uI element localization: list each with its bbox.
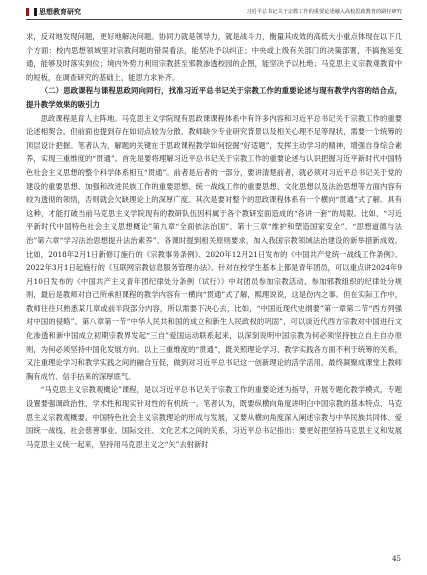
journal-logo [26,8,81,16]
section-heading: （二）思政课程与课程思政同向同行，找准习近平总书记关于宗教工作的重要论述与现有教学内容的结合点，提升教学效果的吸引力 [26,86,402,109]
paragraph-continued: 求，反对地发现问题，更好地解决问题。协同力就是领导力，就是战斗力，衡量其成效的高低大小重点体现在以下几个方面：校内思想领域里对宗教问题的错误看法，能坚决予以纠正；中央或上级有关部门的决策部署，不搞拖延变通，能够及时落实到位；境内外势力利用宗教甚至邪教渗透校园的企图，能坚决予以杜绝；马克思主义宗教观教育中的短板，在调查研究的基础上，能思力求补齐。 [26,32,402,82]
running-header [26,8,402,16]
journal-logo-icon [26,8,37,16]
paragraph-body: 思政课程是育人主阵地。马克思主义学院现有思政课课程体系中有许多内容和习近平总书记关于宗教工作的重要论述相契合，但前面也提到存在如切点较为分散、教师缺少专业研究背景以及相关心理不足等现状，需要一个统筹的顶层设计把握。笔者认为，解题的关键在于思政课程教学如何挖掘“好适题”，发挥主动学习的精神，增强自身综合素养，实现三重维度的“贯通”。首先是要将理解习近平总书记关于宗教工作的重要论述与认识把握习近平新时代中国特色社会主义思想的整个科学体系相互“贯通”。前者是后者的一部分，要讲清楚前者，就必须对习近平总书记关于党的建设的重要思想、加强和改进民族工作的重要思想、统一战线工作的重要思想、文化思想以及法治思想等方面内容有较为透彻的领悟，否则就会欠缺理论上的深厚广度。其次是要对整个的思政课程体系有一个横向“贯通”式了解。具有这种，才能打破当前马克思主义学院现有的教研队伍因科属于各个教研室面造成的“各讲一套”的局限。比如，“习近平新时代中国特色社会主义思想概论”第九章“全面依法治国”、第十三章“维护和塑造国家安全”、“思想道德与法治”第六章“学习法治思想提升法治素养”、各课时提到相关原则要求，加入我国宗教领域法治建设的新举措新成效。比如，2018年2月1日新修订施行的《宗教事务条例》、2020年12月21日发布的《中国共产党统一战线工作条例》、2022年3月1日起施行的《互联网宗教信息服务管理办法》。针对在校学生基本上都是青年团员，可以重点讲2024年9月10日发布的《中国共产主义青年团纪律处分条例（试行）》中对团员参加宗教活动、参加邪教组织的纪律处分规则，最后是教师对自己所承担课程的教学内容有一横向“贯通”式了解，熙理说说，这是份内之事。但在实际工作中，教师往往只熟悉某几章或前半段部分内容，所以需要下决心去，比如，“中国近现代史纲要”第一章第二节“西方列强对中国的侵略”、第八章第一节“中华人民共和国的成立和新生人民政权的巩固”，可以谈近代西方宗教对中国进行文化渗透和新中国成立初期宗教界发起“三自”爱国运动联系起来，以深刻说明中国宗教为何必须坚持独立自主自办原则，为何必须坚持中国化发展方向。以上三重维度的“贯通”，既关照理论学习、教学实践各方面不利于统筹的关系，又注重理论学习和教学实践之间的融合互促，做到对习近平总书记这一创新理论的活学活用，最终凝聚成课堂上教师胸有成竹、信手拈来的深厚底气。 [26,113,402,381]
page-number: 45 [392,555,401,563]
journal-title: 思想教育研究 [39,7,81,16]
header-divider [26,19,402,20]
article-body [26,30,402,451]
running-title: 习近平总书记关于宗教工作的重要论述融入高校思政教育的路径研究 [246,9,402,15]
paragraph-body: “马克思主义宗教观概论”课程，是以习近平总书记关于宗教工作的重要论述为指导，开展专题化教学模式，专题设置要强调政治性、学术性和现实针对性的有机统一。笔者认为，既要纵横向角度讲明白中国宗教的基本特点、马克思主义宗教观概要、中国特色社会主义宗教理论的形成与发展，又要从横向角度深入阐述宗教与中华民族共同体、爱国统一战线、社会慈善事业、国际交往、文化艺术之间的关系，习近平总书记指出：要更好把坚持马克思主义和发展马克思主义统一起来，坚持用马克思主义之“矢”去射新时 [26,385,402,449]
